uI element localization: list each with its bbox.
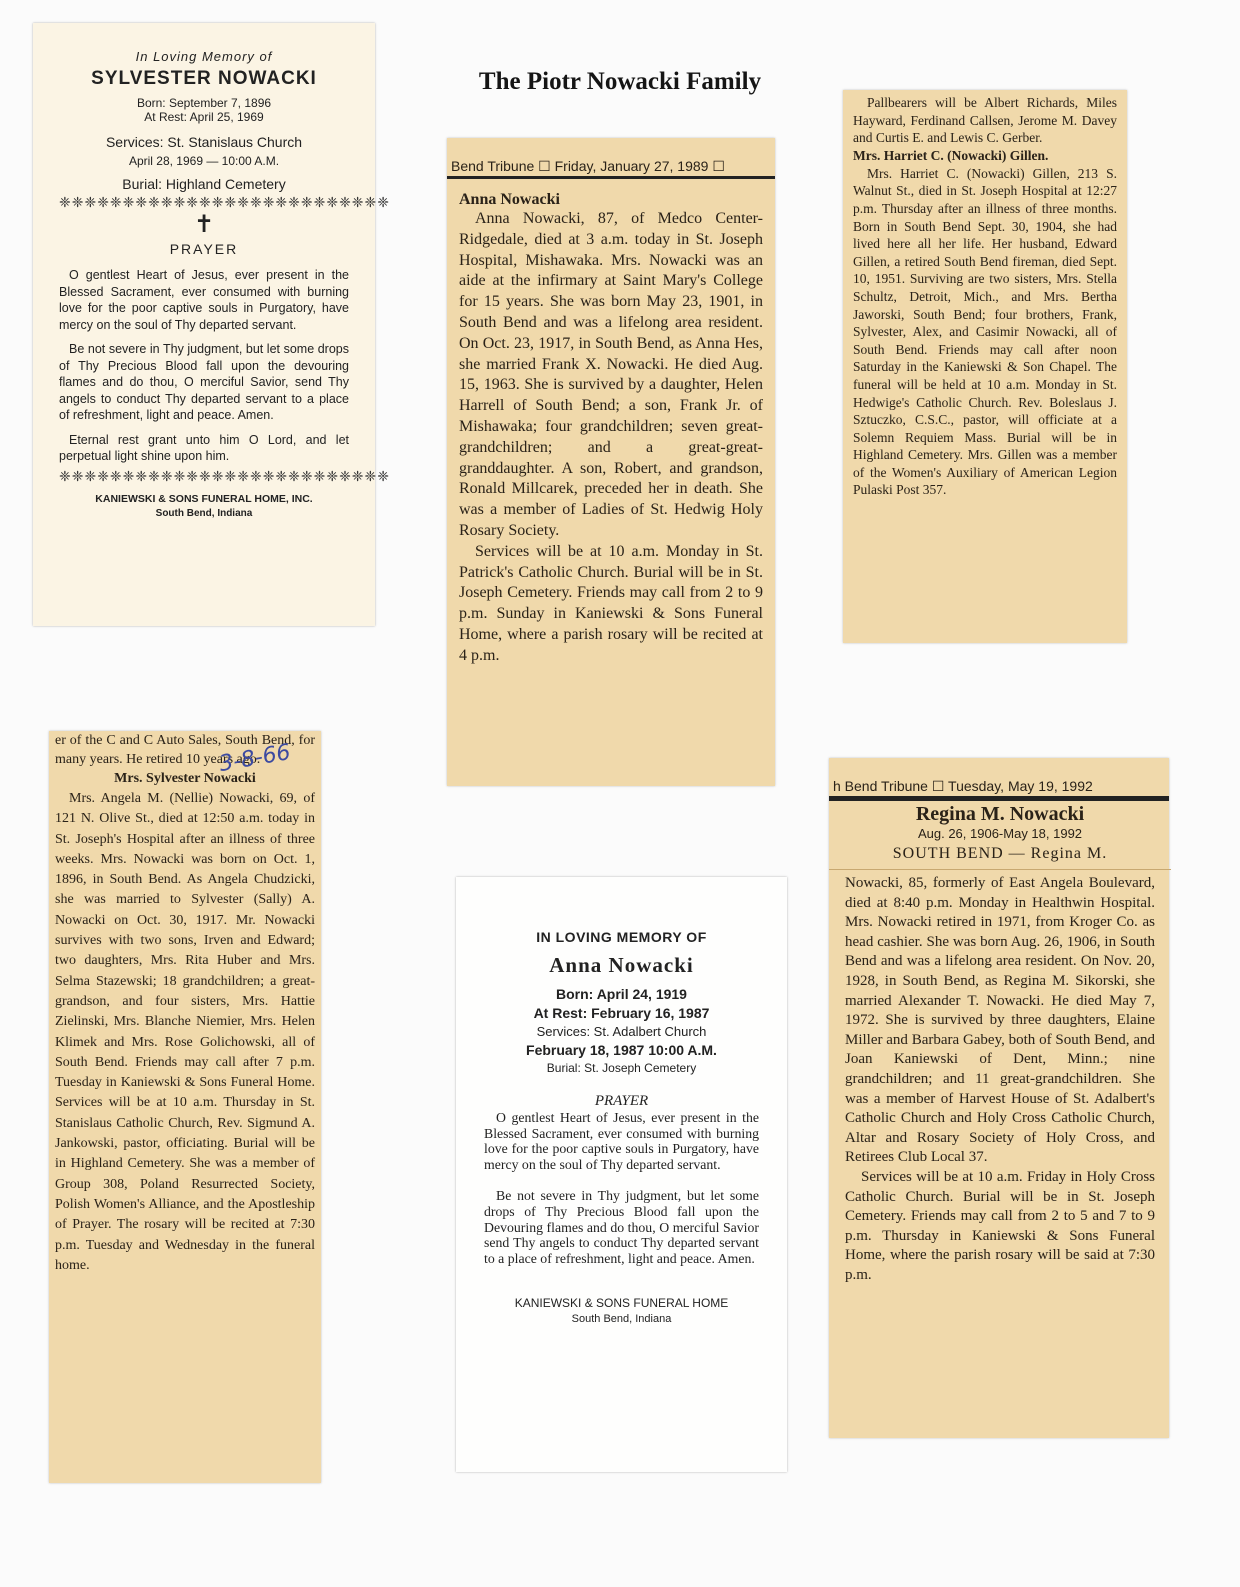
card-prayer-p2: Be not severe in Thy judgment, but let some drops of Thy Precious Blood fall upon the devouring flames and do thou, O merciful Savior, send Thy angels to conduct Thy departed servant to a place of refreshment, light and peace. Amen.	[59, 342, 349, 422]
obituary-headline: Mrs. Harriet C. (Nowacki) Gillen.	[853, 147, 1049, 163]
obituary-services: Services will be at 10 a.m. Friday in Holy Cross Catholic Church. Burial will be in St. Joseph Cemetery. Friends may call from 2 to 5 and 7 to 9 p.m. Thursday in Kaniewski & Sons Funeral Home, where the parish rosary will be said at 7:30 p.m.	[845, 1168, 1155, 1283]
card-born: Born: April 24, 1919	[556, 986, 687, 1002]
card-name: SYLVESTER NOWACKI	[91, 68, 317, 89]
card-service-date: February 18, 1987 10:00 A.M.	[526, 1042, 717, 1058]
handwritten-date: 3-8-66	[217, 739, 293, 778]
obituary-clipping-angela	[49, 731, 321, 1483]
memorial-card-sylvester	[33, 23, 390, 626]
obituary-headline: Anna Nowacki	[459, 191, 560, 208]
card-footer-home: KANIEWSKI & SONS FUNERAL HOME, INC.	[95, 492, 313, 505]
card-prayer-heading: PRAYER	[594, 1093, 649, 1109]
pallbearers-text: Pallbearers will be Albert Richards, Miles Hayward, Ferdinand Callsen, Jerome M. Davey and Curtis E. and Lewis C. Gerber.	[853, 95, 1117, 146]
card-at-rest: At Rest: February 16, 1987	[533, 1005, 710, 1021]
obituary-body: Anna Nowacki, 87, of Medco Center-Ridgedale, died at 3 a.m. today in St. Joseph Hospital, Mishawaka. Mrs. Nowacki was an aide at the infirmary at Saint Mary's College for 15 years. She was born May 23, 1901, in South Bend and was a lifelong area resident. On Oct. 23, 1917, in South Bend, as Anna Hes, she married Frank X. Nowacki. He died Aug. 15, 1963. She is survived by a daughter, Helen Harrell of South Bend; a son, Frank Jr. of Mishawaka; four grandchildren; seven great-grandchildren; and a great-great-granddaughter. A son, Robert, and grandson, Ronald Millcarek, preceded her in death. She was a member of Ladies of St. Hedwig Holy Rosary Society.	[459, 210, 763, 539]
card-burial: Burial: St. Joseph Cemetery	[546, 1061, 697, 1075]
card-prayer-p2: Be not severe in Thy judgment, but let some drops of Thy Precious Blood fall upon the Devouring flames and do thou, O merciful Savior send Thy angels to conduct Thy departed servant to a place of refreshment, light and peace. Amen.	[484, 1188, 759, 1266]
card-services: Services: St. Adalbert Church	[536, 1024, 707, 1039]
obituary-clipping-gillen	[843, 90, 1127, 643]
obituary-top-fragment: er of the C and C Auto Sales, South Bend, for many years. He retired 10 years ago.	[55, 733, 315, 767]
memorial-card-anna-1987	[456, 877, 787, 1472]
card-footer-home: KANIEWSKI & SONS FUNERAL HOME	[514, 1296, 729, 1311]
card-at-rest: At Rest: April 25, 1969	[144, 110, 264, 124]
obituary-dateline: SOUTH BEND — Regina M.	[892, 845, 1108, 862]
obituary-dates: Aug. 26, 1906-May 18, 1992	[917, 826, 1083, 841]
card-footer-city: South Bend, Indiana	[571, 1313, 672, 1326]
ornament-divider-bottom: ❈❈❈❈❈❈❈❈❈❈❈❈❈❈❈❈❈❈❈❈❈❈❈❈❈❈	[59, 467, 390, 484]
card-service-date: April 28, 1969 — 10:00 A.M.	[128, 154, 280, 168]
newspaper-masthead: Bend Tribune ☐ Friday, January 27, 1989 ☐	[447, 156, 775, 179]
card-in-memory: IN LOVING MEMORY OF	[536, 929, 707, 945]
card-burial: Burial: Highland Cemetery	[122, 176, 286, 192]
card-in-memory: In Loving Memory of	[135, 49, 273, 64]
obituary-headline: Regina M. Nowacki	[915, 803, 1085, 825]
card-prayer-p1: O gentlest Heart of Jesus, ever present in the Blessed Sacrament, ever consumed with burning love for the poor captive souls in Purgatory, have mercy on the soul of Thy departed servant.	[59, 268, 349, 332]
page-title: The Piotr Nowacki Family	[478, 68, 762, 95]
card-name: Anna Nowacki	[549, 953, 694, 977]
obituary-clipping-anna-1989	[447, 138, 775, 786]
card-footer-city: South Bend, Indiana	[155, 507, 253, 519]
cross-symbol: ✝	[193, 211, 215, 238]
card-services: Services: St. Stanislaus Church	[105, 134, 303, 150]
ornament-divider: ❈❈❈❈❈❈❈❈❈❈❈❈❈❈❈❈❈❈❈❈❈❈❈❈❈❈	[59, 194, 390, 210]
obituary-services: Services will be at 10 a.m. Monday in St. Patrick's Catholic Church. Burial will be in St. Joseph Cemetery. Friends may call from 2 to 9 p.m. Sunday in Kaniewski & Sons Funeral Home, where a parish rosary will be recited at 4 p.m.	[459, 542, 763, 664]
obituary-headline: Mrs. Sylvester Nowacki	[114, 771, 256, 786]
card-prayer-p3: Eternal rest grant unto him O Lord, and let perpetual light shine upon him.	[59, 432, 349, 463]
obituary-body: Mrs. Harriet C. (Nowacki) Gillen, 213 S. Walnut St., died in St. Joseph Hospital at 12:27 p.m. Thursday after an illness of three months. Born in South Bend Sept. 30, 1904, she had lived here all her life. Her husband, Edward Gillen, a retired South Bend fireman, died Sept. 10, 1951. Surviving are two sisters, Mrs. Stella Schultz, Detroit, Mich., and Mrs. Bertha Jaworski, South Bend; four brothers, Frank, Sylvester, Alex, and Casimir Nowacki, all of South Bend. Friends may call after noon Saturday in the Kaniewski & Son Chapel. The funeral will be held at 10 a.m. Monday in St. Hedwige's Catholic Church. Rev. Boleslaus J. Sztuczko, C.S.C., pastor, will officiate at a Solemn Requiem Mass. Burial will be in Highland Cemetery. Mrs. Gillen was a member of the Women's Auxiliary of American Legion Pulaski Post 357.	[853, 165, 1117, 498]
obituary-body: Mrs. Angela M. (Nellie) Nowacki, 69, of 121 N. Olive St., died at 12:50 a.m. today in St. Joseph's Hospital after an illness of three weeks. Mrs. Nowacki was born on Oct. 1, 1896, in South Bend. As Angela Chudzicki, she was married to Sylvester (Sally) A. Nowacki on Oct. 30, 1917. Mr. Nowacki survives with two sons, Irven and Edward; two daughters, Mrs. Rita Huber and Mrs. Selma Stazewski; 18 grandchildren; a great-grandson, and four sisters, Mrs. Hattie Zielinski, Mrs. Blanche Niemier, Mrs. Helen Klimek and Mrs. Rose Golichowski, all of South Bend. Friends may call after 7 p.m. Tuesday in Kaniewski & Sons Funeral Home. Services will be at 10 a.m. Thursday in St. Stanislaus Catholic Church, Rev. Sigmund A. Jankowski, pastor, officiating. Burial will be in Highland Cemetery. She was a member of Group 308, Poland Resurrected Society, Polish Women's Alliance, and the Apostleship of Prayer. The rosary will be recited at 7:30 p.m. Tuesday and Wednesday in the funeral home.	[55, 791, 315, 1273]
card-prayer-p1: O gentlest Heart of Jesus, ever present in the Blessed Sacrament, ever consumed with burning love for the poor captive souls in Purgatory, have mercy on the soul of Thy departed servant.	[484, 1110, 759, 1172]
newspaper-masthead: h Bend Tribune ☐ Tuesday, May 19, 1992	[829, 776, 1169, 801]
card-born: Born: September 7, 1896	[136, 96, 272, 110]
obituary-body: Nowacki, 85, formerly of East Angela Boulevard, died at 8:40 p.m. Monday in Healthwin Hospital. Mrs. Nowacki retired in 1971, from Kroger Co. as head cashier. She was born Aug. 26, 1906, in South Bend and was a lifelong area resident. On Nov. 20, 1928, in South Bend, as Regina M. Sikorski, she married Alexander T. Nowacki. He died May 7, 1972. She is survived by three daughters, Elaine Miller and Barbara Gabey, both of South Bend, and Joan Kaniewski of Dent, Minn.; nine grandchildren; and 11 great-grandchildren. She was a member of Harvest House of St. Adalbert's Catholic Church and Holy Cross Catholic Church, Altar and Rosary Society of Holy Cross, and Retirees Club Local 37.	[845, 875, 1155, 1166]
card-prayer-heading: PRAYER	[169, 241, 239, 257]
obituary-clipping-regina	[829, 758, 1169, 1438]
